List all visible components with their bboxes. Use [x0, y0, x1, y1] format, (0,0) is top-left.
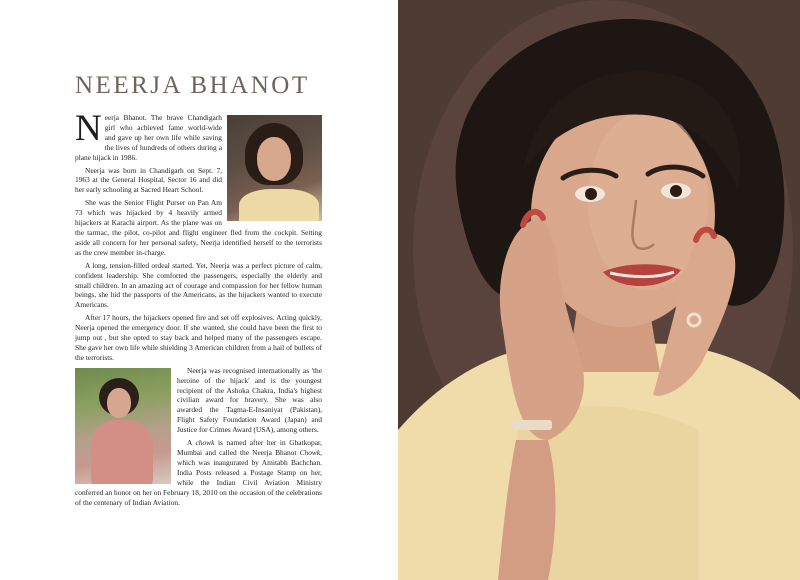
- text-run: A: [187, 438, 196, 448]
- text-run: is named after her in Ghatkopar, Mumbai and called the Neerja Bhanot: [177, 438, 322, 457]
- text-run: , which was inaugurated by Amitabh Bachchan. India Posts released a Postage Stamp on her, while the Indian Civil Aviation Ministry conferred an honor on her on February 18, 2010 on the occasion of the celebrations of the centenary of Indian Aviation.: [75, 448, 322, 507]
- photo-clothing: [239, 189, 319, 221]
- drop-cap: N: [75, 108, 102, 149]
- paragraph-text: eerja Bhanot. The brave Chandigarh girl who achieved fame world-wide and gave up her own life while saving the lives of hundreds of others during a plane hijack in 1986.: [75, 113, 222, 162]
- paragraph-text: Neerja was recognised internationally as 'the heroine of the hijack' and is the youngest recipient of the Ashoka Chakra, India's highest civilian award for bravery. She was also awarded the Tagma-E-Insaniyat (Pakistan), Flight Safety Foundation Award (Japan) and Justice for Crimes Award (USA), among others.: [177, 365, 322, 435]
- left-page: [0, 0, 398, 580]
- italic-word: chowk: [195, 438, 215, 448]
- paragraph-escape: After 17 hours, the hijackers opened fire and set off explosives. Acting quickly, Neerja opened the emergency door. If she wanted, she could have been the first to jump out , but she opted to stay back and helped many of the passengers escape. She gave her own life while shielding 3 American children from a hail of bullets of the terrorists.: [75, 313, 322, 362]
- portrait-photo-small: [227, 115, 322, 221]
- paragraph-recognition: [75, 366, 322, 435]
- photo-dress: [91, 420, 153, 484]
- photo-face: [107, 388, 131, 418]
- article-title: NEERJA BHANOT: [75, 72, 310, 99]
- paragraph-intro: [75, 108, 322, 163]
- article-body: [75, 108, 322, 510]
- left-pupil: [585, 188, 597, 200]
- paragraph-birth: Neerja was born in Chandigarh on Sept. 7, 1963 at the General Hospital, Sector 16 and did her early schooling at Sacred Heart School.: [75, 165, 222, 195]
- garden-photo: [75, 368, 171, 484]
- italic-word: Chowk: [299, 448, 321, 457]
- right-pupil: [670, 185, 682, 197]
- photo-face: [257, 137, 291, 181]
- portrait-illustration: [398, 0, 800, 580]
- paragraph-ordeal: A long, tension-filled ordeal started. Yet, Neerja was a perfect picture of calm, confident leadership. She comforted the passengers, especially the elderly and small children. In an amazing act of courage and compassion for her fellow human beings, she hid the passports of the Americans, as the hijackers wanted to execute Americans.: [75, 260, 322, 310]
- right-page-portrait: [398, 0, 800, 580]
- paragraph-hijack: She was the Senior Flight Purser on Pan Am 73 which was hijacked by 4 heavily armed hijackers at Karachi airport. As the plane was on the tarmac, the pilot, co-pilot and flight engineer fled from the cockpit. Setting aside all concern for her personal safety, Neerja identified herself to the terrorists as the crew member in-charge.: [75, 198, 322, 257]
- wrist-watch: [512, 420, 552, 430]
